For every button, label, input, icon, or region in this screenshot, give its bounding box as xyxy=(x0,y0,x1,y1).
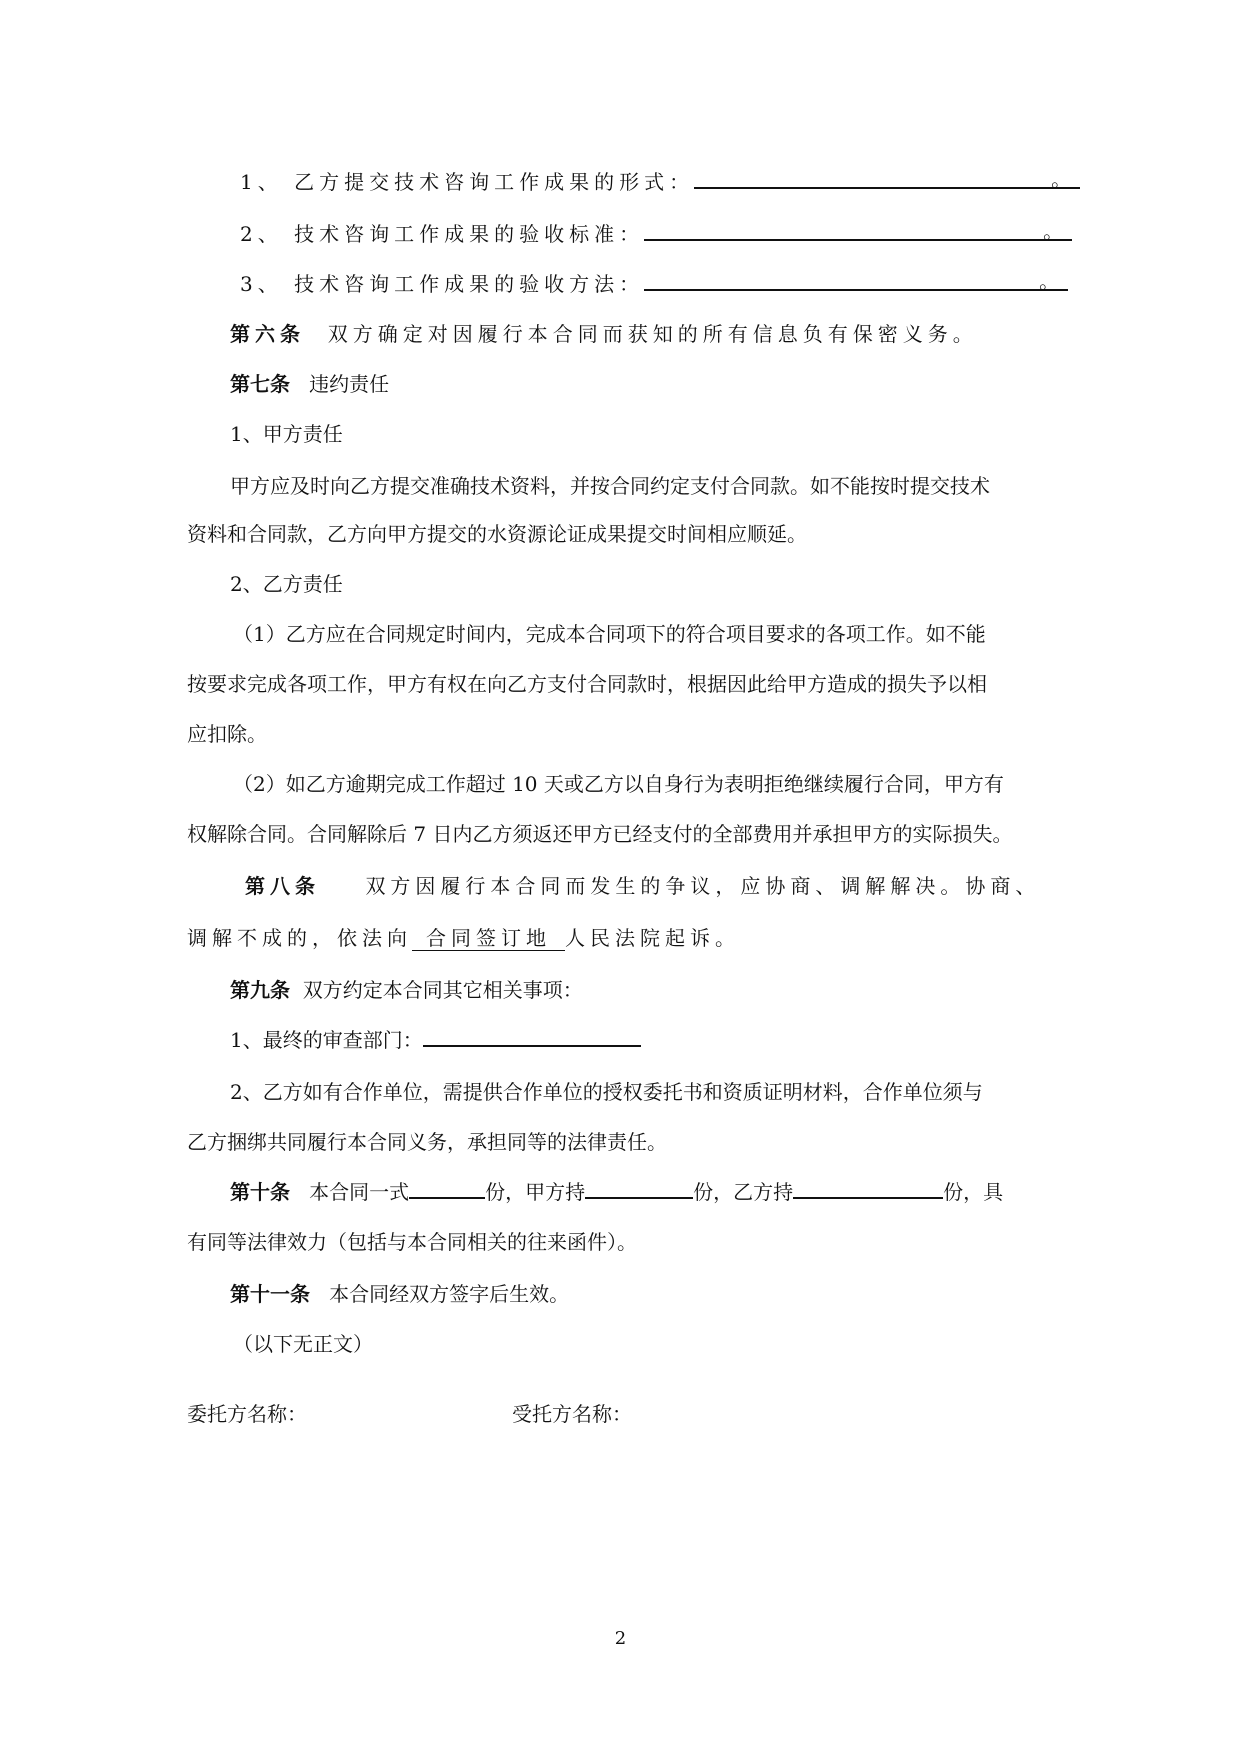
article-7-title: 违约责任 xyxy=(309,372,390,396)
article-7-title-line xyxy=(230,370,389,398)
article-10-part-2: 份，甲方持 xyxy=(485,1180,586,1204)
article-10-part-4: 份，具 xyxy=(943,1180,1004,1204)
article-8-suffix: 人民法院起诉。 xyxy=(565,926,740,950)
party-b-item-1-line-3: 应扣除。 xyxy=(187,722,267,746)
party-b-copies-blank[interactable] xyxy=(793,1179,943,1199)
article-10-part-1: 本合同一式 xyxy=(309,1180,410,1204)
party-b-item-2-line-1: （2）如乙方逾期完成工作超过 10 天或乙方以自身行为表明拒绝继续履行合同，甲方有 xyxy=(233,772,1004,796)
article-8-prefix: 调解不成的，依法向 xyxy=(187,926,412,950)
party-a-line-2: 资料和合同款，乙方向甲方提交的水资源论证成果提交时间相应顺延。 xyxy=(187,522,807,546)
acceptance-item-2-label: 2、 技术咨询工作成果的验收标准： xyxy=(240,222,645,246)
article-7-heading: 第七条 xyxy=(230,372,290,396)
court-place-field[interactable]: 合同签订地 xyxy=(412,926,565,951)
end-mark: 。 xyxy=(1051,167,1077,191)
article-8-line-1 xyxy=(245,872,1040,900)
end-mark: 。 xyxy=(1043,219,1069,243)
article-10-line-1 xyxy=(230,1178,1003,1206)
no-text-note: （以下无正文） xyxy=(233,1332,373,1356)
contractor-name-label: 受托方名称： xyxy=(512,1402,632,1426)
article-9-item-1 xyxy=(230,1026,641,1054)
article-6 xyxy=(230,320,978,348)
acceptance-item-3 xyxy=(240,270,1068,298)
article-9-title-line xyxy=(230,976,583,1004)
client-name-label: 委托方名称： xyxy=(187,1402,307,1426)
article-9-heading: 第九条 xyxy=(230,978,290,1002)
party-b-item-1-line-1: （1）乙方应在合同规定时间内，完成本合同项下的符合项目要求的各项工作。如不能 xyxy=(233,622,986,646)
article-6-heading: 第六条 xyxy=(230,322,305,346)
acceptance-item-1-label: 1、 乙方提交技术咨询工作成果的形式： xyxy=(240,170,695,194)
review-dept-label: 1、最终的审查部门： xyxy=(230,1028,423,1052)
article-6-text: 双方确定对因履行本合同而获知的所有信息负有保密义务。 xyxy=(327,322,978,346)
article-8-text: 双方因履行本合同而发生的争议，应协商、调解解决。协商、 xyxy=(365,874,1041,898)
total-copies-blank[interactable] xyxy=(409,1179,485,1199)
party-a-copies-blank[interactable] xyxy=(585,1179,693,1199)
article-10-part-3: 份，乙方持 xyxy=(693,1180,794,1204)
party-b-item-2-line-2: 权解除合同。合同解除后 7 日内乙方须返还甲方已经支付的全部费用并承担甲方的实际损失。 xyxy=(187,822,1013,846)
article-10-line-2: 有同等法律效力（包括与本合同相关的往来函件）。 xyxy=(187,1230,637,1254)
party-b-item-1-line-2: 按要求完成各项工作，甲方有权在向乙方支付合同款时，根据因此给甲方造成的损失予以相 xyxy=(187,672,987,696)
article-8-heading: 第八条 xyxy=(245,874,320,898)
end-mark: 。 xyxy=(1039,269,1065,293)
acceptance-item-2-blank[interactable] xyxy=(644,221,1072,241)
article-11 xyxy=(230,1280,569,1308)
article-9-item-2-line-2: 乙方捆绑共同履行本合同义务，承担同等的法律责任。 xyxy=(187,1130,667,1154)
review-dept-blank[interactable] xyxy=(423,1027,641,1047)
acceptance-item-2 xyxy=(240,220,1072,248)
acceptance-item-1-blank[interactable] xyxy=(694,169,1080,189)
article-10-heading: 第十条 xyxy=(230,1180,290,1204)
party-b-heading: 2、乙方责任 xyxy=(230,572,343,596)
article-9-item-2-line-1: 2、乙方如有合作单位，需提供合作单位的授权委托书和资质证明材料，合作单位须与 xyxy=(230,1080,983,1104)
acceptance-item-3-label: 3、 技术咨询工作成果的验收方法： xyxy=(240,272,645,296)
article-11-text: 本合同经双方签字后生效。 xyxy=(329,1282,570,1306)
article-11-heading: 第十一条 xyxy=(230,1282,310,1306)
page-number: 2 xyxy=(614,1628,627,1649)
acceptance-item-1 xyxy=(240,168,1080,196)
article-9-title: 双方约定本合同其它相关事项： xyxy=(302,978,583,1002)
article-8-line-2 xyxy=(187,924,740,952)
party-a-line-1: 甲方应及时向乙方提交准确技术资料，并按合同约定支付合同款。如不能按时提交技术 xyxy=(230,474,990,498)
acceptance-item-3-blank[interactable] xyxy=(644,271,1068,291)
party-a-heading: 1、甲方责任 xyxy=(230,422,343,446)
